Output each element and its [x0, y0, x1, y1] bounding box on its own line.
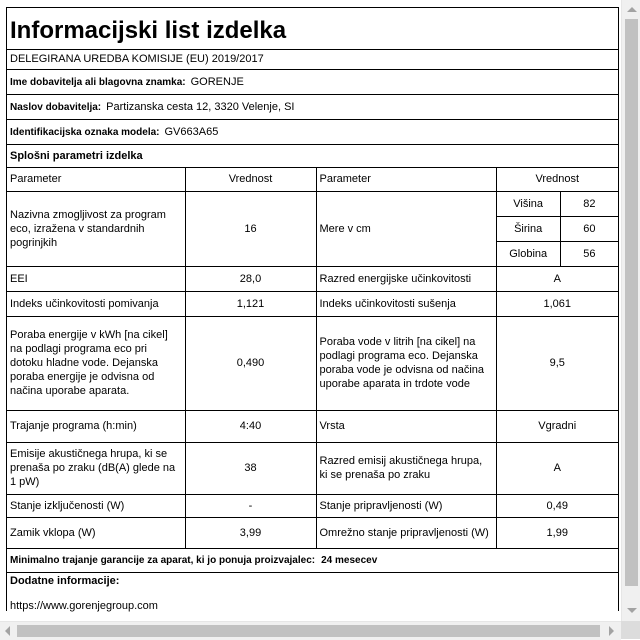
parameter-cell: Stanje pripravljenosti (W)	[316, 494, 496, 517]
dimension-row	[497, 216, 619, 241]
value-cell: -	[185, 494, 316, 517]
horizontal-scroll-thumb[interactable]	[17, 625, 600, 637]
table-row	[7, 517, 618, 548]
scrollbar-corner	[621, 621, 640, 639]
warranty-row	[7, 549, 618, 573]
table-row	[7, 494, 618, 517]
address-row	[7, 95, 618, 120]
website-link[interactable]: https://www.gorenjegroup.com	[10, 599, 158, 612]
header-parameter: Parameter	[316, 168, 496, 191]
table-row	[7, 442, 618, 494]
value-cell: 0,490	[185, 316, 316, 410]
scroll-down-arrow-icon[interactable]	[627, 608, 637, 613]
parameter-cell: Razred energijske učinkovitosti	[316, 266, 496, 291]
parameter-cell: Stanje izključenosti (W)	[7, 494, 185, 517]
parameter-cell: Mere v cm	[316, 191, 496, 266]
header-parameter: Parameter	[7, 168, 185, 191]
dimension-row	[497, 192, 619, 217]
header-value: Vrednost	[496, 168, 618, 191]
dimension-value: 56	[583, 247, 596, 260]
parameter-cell: Indeks učinkovitosti sušenja	[316, 291, 496, 316]
dimension-value: 82	[560, 192, 618, 217]
section-title: Splošni parametri izdelka	[7, 145, 618, 168]
header-value: Vrednost	[185, 168, 316, 191]
parameter-cell: Emisije akustičnega hrupa, ki se prenaša po zraku (dB(A) glede na 1 pW)	[7, 442, 185, 494]
parameter-cell: Vrsta	[316, 410, 496, 442]
parameter-cell: EEI	[7, 266, 185, 291]
table-row	[7, 266, 618, 291]
dimension-label: Širina	[497, 216, 561, 241]
warranty-value: 24 mesecev	[321, 554, 378, 566]
parameter-cell: Omrežno stanje pripravljenosti (W)	[316, 517, 496, 548]
vertical-scroll-thumb[interactable]	[625, 19, 638, 586]
table-row	[7, 291, 618, 316]
scroll-right-arrow-icon[interactable]	[609, 626, 614, 636]
value-cell: 4:40	[185, 410, 316, 442]
supplier-label: Ime dobavitelja ali blagovna znamka:	[10, 77, 186, 88]
value-cell: 1,121	[185, 291, 316, 316]
parameter-cell: Nazivna zmogljivost za program eco, izražena v standardnih pogrinjkih	[7, 191, 185, 266]
value-cell: A	[496, 442, 618, 494]
scroll-up-arrow-icon[interactable]	[627, 7, 637, 12]
value-cell: 1,99	[496, 517, 618, 548]
model-value: GV663A65	[164, 126, 219, 138]
parameters-table	[7, 168, 618, 549]
dimension-label: Globina	[497, 241, 561, 266]
dimension-value: 60	[560, 216, 618, 241]
table-row	[7, 191, 618, 266]
value-cell: 16	[185, 191, 316, 266]
table-header-row	[7, 168, 618, 191]
value-cell: 3,99	[185, 517, 316, 548]
address-label: Naslov dobavitelja:	[10, 102, 102, 113]
value-cell: 1,061	[496, 291, 618, 316]
warranty-label: Minimalno trajanje garancije za aparat, ki jo ponuja proizvajalec:	[10, 554, 316, 566]
supplier-value: GORENJE	[190, 76, 244, 88]
table-row	[7, 316, 618, 410]
supplier-row	[7, 70, 618, 95]
scroll-left-arrow-icon[interactable]	[5, 626, 10, 636]
parameter-cell: Indeks učinkovitosti pomivanja	[7, 291, 185, 316]
dimensions-table	[497, 192, 619, 266]
horizontal-scrollbar[interactable]	[0, 621, 621, 640]
table-row	[7, 410, 618, 442]
value-cell: A	[496, 266, 618, 291]
parameter-cell: Poraba energije v kWh [na cikel] na podlagi programa eco pri dotoku hladne vode. Dejanska poraba energije je odvisna od načina uporabe aparata.	[7, 316, 185, 410]
vertical-scrollbar[interactable]	[621, 0, 640, 621]
model-label: Identifikacijska oznaka modela:	[10, 127, 160, 138]
dimension-row	[497, 241, 619, 266]
value-cell: 28,0	[185, 266, 316, 291]
model-row	[7, 120, 618, 145]
dimensions-cell	[496, 191, 618, 266]
parameter-cell: Razred emisij akustičnega hrupa, ki se prenaša po zraku	[316, 442, 496, 494]
product-info-sheet	[6, 7, 619, 611]
value-cell: 38	[185, 442, 316, 494]
value-cell: 0,49	[496, 494, 618, 517]
parameter-cell: Trajanje programa (h:min)	[7, 410, 185, 442]
additional-info-label: Dodatne informacije:	[10, 574, 120, 587]
address-value: Partizanska cesta 12, 3320 Velenje, SI	[106, 101, 295, 113]
page-title: Informacijski list izdelka	[7, 8, 618, 50]
dimension-label: Višina	[497, 192, 561, 217]
value-cell: Vgradni	[496, 410, 618, 442]
parameter-cell: Poraba vode v litrih [na cikel] na podlagi programa eco. Dejanska poraba vode je odvisna od načina uporabe aparata in trdote vode	[316, 316, 496, 410]
parameter-cell: Zamik vklopa (W)	[7, 517, 185, 548]
value-cell: 9,5	[496, 316, 618, 410]
regulation-text: DELEGIRANA UREDBA KOMISIJE (EU) 2019/2017	[7, 50, 618, 70]
